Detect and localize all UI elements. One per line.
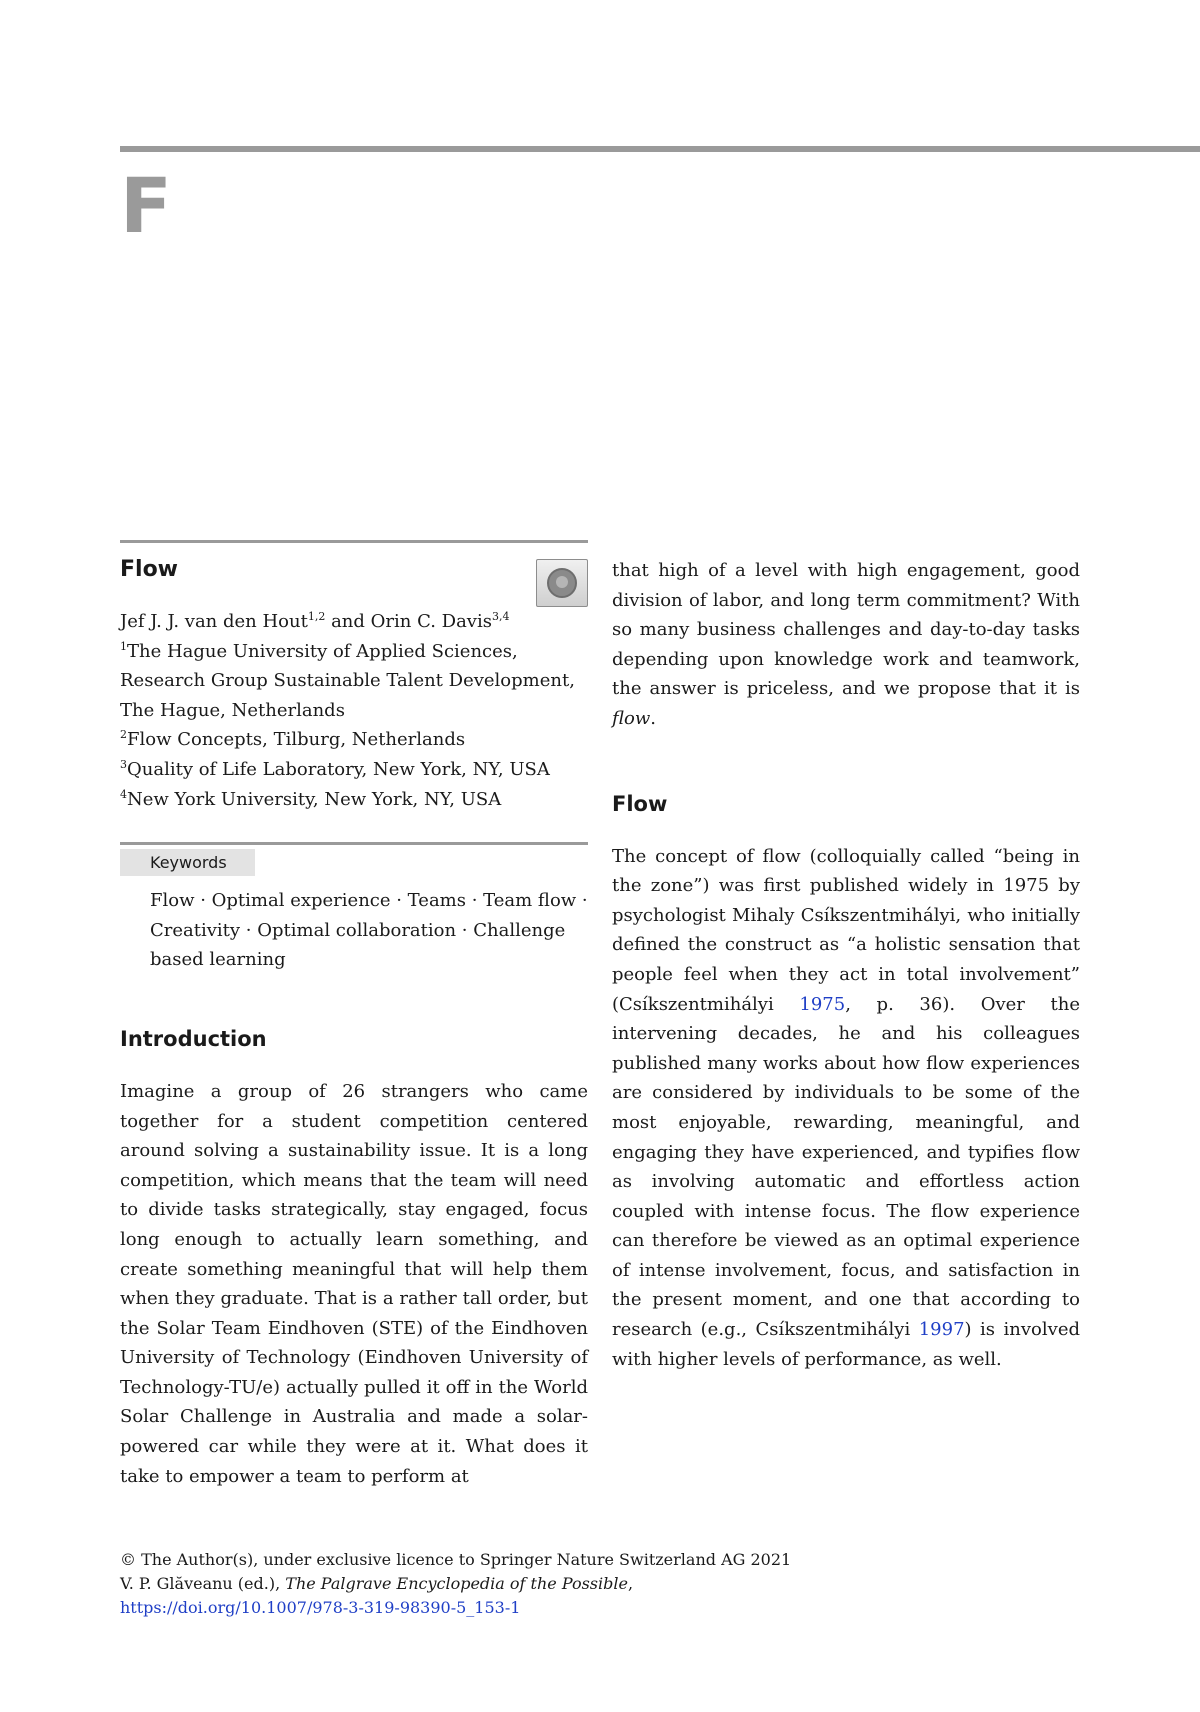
affiliation-4: $^4$New York University, New York, NY, USA [120,787,502,810]
author-joiner: and [325,611,371,632]
introduction-continuation: that high of a level with high engagement, good division of labor, and long term commitment? With so many business challenges and day-to-day tasks depending upon knowledge work and teamwork, the answer is priceless, and we propose that it is flow. [612,560,1080,729]
flow-emphasis: flow [612,707,651,729]
author-1: Jef J. J. van den Hout [120,611,308,632]
affiliation-2: $^2$Flow Concepts, Tilburg, Netherlands [120,728,466,751]
entry-rule [120,540,588,543]
author-2: Orin C. Davis [370,611,492,632]
left-column [120,540,588,1491]
doi-link[interactable]: https://doi.org/10.1007/978-3-319-98390-5_153-1 [120,1598,521,1617]
keywords-list: Flow · Optimal experience · Teams · Team flow · Creativity · Optimal collaboration · Challenge based learning [150,890,588,971]
chapter-letter: F [120,161,172,250]
keywords-label: Keywords [120,849,255,876]
citation-link-1997[interactable]: 1997 [918,1319,965,1341]
keywords-rule [120,842,588,845]
check-for-updates-icon[interactable] [536,559,588,607]
flow-heading: Flow [612,791,668,816]
right-column [612,556,1080,1374]
affiliation-1: $^1$The Hague University of Applied Sciences, Research Group Sustainable Talent Development, The Hague, Netherlands [120,639,575,721]
citation-link-1975[interactable]: 1975 [799,993,846,1015]
book-title: The Palgrave Encyclopedia of the Possible [285,1574,628,1593]
editor-line: V. P. Glăveanu (ed.), The Palgrave Encyclopedia of the Possible, [120,1574,634,1593]
flow-paragraph: The concept of flow (colloquially called “being in the zone”) was first published widely in 1975 by psychologist Mihaly Csíkszentmihályi, who initially defined the construct as “a holistic sensation that people feel when they act in total involvement” (Csíkszentmihályi 1975, p. 36). Over the intervening decades, he and his colleagues published many works about how flow experiences are considered by individuals to be some of the most enjoyable, rewarding, meaningful, and engaging they have experienced, and typifies flow as involving automatic and effortless action coupled with intense focus. The flow experience can therefore be viewed as an optimal experience of intense involvement, focus, and satisfaction in the present moment, and one that according to research (e.g., Csíkszentmihályi 1997) is involved with higher levels of performance, as well. [612,845,1080,1370]
introduction-heading: Introduction [120,1026,267,1051]
copyright-line: © The Author(s), under exclusive licence to Springer Nature Switzerland AG 2021 [120,1550,792,1569]
chapter-top-rule [120,146,1200,152]
title-row [120,557,588,607]
author-1-affil: 1,2 [307,610,326,623]
introduction-paragraph: Imagine a group of 26 strangers who came together for a student competition centered around solving a sustainability issue. It is a long competition, which means that the team will need to divide tasks strategically, stay engaged, focus long enough to actually learn something, and create something meaningful that will help them when they graduate. That is a rather tall order, but the Solar Team Eindhoven (STE) of the Eindhoven University of Technology (Eindhoven University of Technology-TU/e) actually pulled it off in the World Solar Challenge in Australia and made a solar-powered car while they were at it. What does it take to empower a team to perform at [120,1080,588,1487]
page-footer [120,1548,980,1620]
authors [120,607,588,637]
article-title: Flow [120,557,179,582]
affiliation-3: $^3$Quality of Life Laboratory, New York, NY, USA [120,757,550,780]
author-2-affil: 3,4 [491,610,510,623]
